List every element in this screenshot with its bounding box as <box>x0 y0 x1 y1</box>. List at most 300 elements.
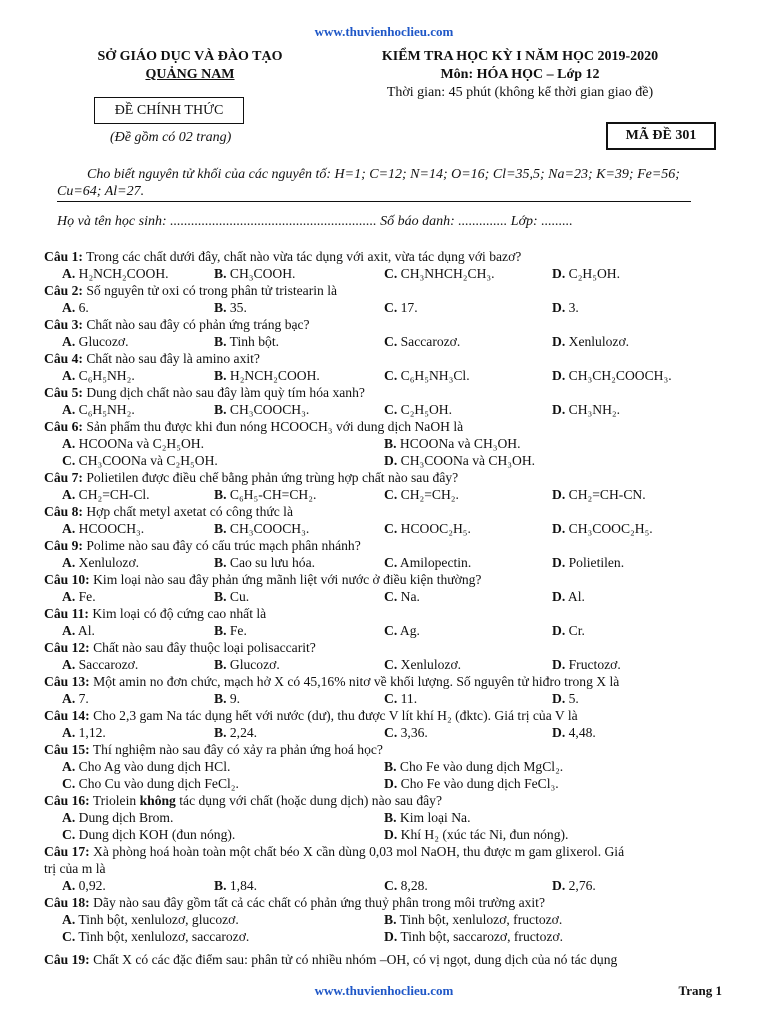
question-stem <box>44 792 744 809</box>
option-text: CH₃NHCH₂CH₃. <box>400 266 495 281</box>
option-text: Cho Ag vào dung dịch HCl. <box>78 759 231 774</box>
exam-subject: Môn: HÓA HỌC – Lớp 12 <box>440 67 600 82</box>
exam-time: Thời gian: 45 phút (không kể thời gian giao đề) <box>386 85 654 100</box>
option-text: CH₃COOCH₃. <box>229 521 310 536</box>
option-text: Xenlulozơ. <box>78 555 140 570</box>
option-letter: B. <box>214 334 227 349</box>
option-letter: D. <box>552 300 566 315</box>
question-text: Dung dịch chất nào sau đây làm quỳ tím hóa xanh? <box>86 385 365 400</box>
question-number: Câu 12: <box>44 640 90 655</box>
option-text: 1,12. <box>78 725 106 740</box>
answer-options <box>44 690 744 707</box>
answer-options <box>44 299 744 316</box>
option-letter: B. <box>214 487 227 502</box>
answer-option-d[interactable] <box>384 452 535 469</box>
answer-options <box>44 724 744 741</box>
answer-option-a[interactable] <box>62 656 138 673</box>
option-letter: B. <box>384 810 397 825</box>
question-stem <box>44 418 744 435</box>
answer-option-b[interactable] <box>214 588 249 605</box>
question-number: Câu 4: <box>44 351 83 366</box>
option-text: Xenlulozơ. <box>400 657 462 672</box>
option-letter: B. <box>384 436 397 451</box>
option-letter: D. <box>552 521 566 536</box>
answer-option-b[interactable] <box>214 656 280 673</box>
option-text: 3,36. <box>400 725 428 740</box>
question-number: Câu 10: <box>44 572 90 587</box>
answer-option-b[interactable] <box>214 299 247 316</box>
option-text: HCOONa và CH₃OH. <box>399 436 521 451</box>
option-letter: C. <box>384 725 398 740</box>
option-letter: B. <box>214 266 227 281</box>
option-letter: D. <box>552 878 566 893</box>
answer-option-c[interactable] <box>384 401 452 418</box>
option-text: Glucozơ. <box>229 657 280 672</box>
option-letter: A. <box>62 266 76 281</box>
answer-options <box>44 758 744 775</box>
option-letter: B. <box>384 912 397 927</box>
question-number: Câu 11: <box>44 606 89 621</box>
option-text: Fe. <box>229 623 247 638</box>
question-number: Câu 1: <box>44 249 83 264</box>
question-number: Câu 18: <box>44 895 90 910</box>
answer-option-a[interactable] <box>62 809 173 826</box>
student-info-line: Họ và tên học sinh: ........................................................... Số báo danh: .............. Lớp: ......... <box>57 214 573 229</box>
option-text: CH₂=CH-Cl. <box>78 487 150 502</box>
answer-option-b[interactable] <box>214 690 240 707</box>
option-letter: D. <box>552 402 566 417</box>
answer-option-a[interactable] <box>62 435 204 452</box>
answer-option-a[interactable] <box>62 877 106 894</box>
answer-option-b[interactable] <box>214 265 295 282</box>
question-text: Chất nào sau đây thuộc loại polisaccarit? <box>93 640 316 655</box>
question-text: tác dụng với chất (hoặc dung dịch) nào sau đây? <box>175 793 442 808</box>
answer-option-c[interactable] <box>384 520 471 537</box>
question-text: Số nguyên tử oxi có trong phân tử tristearin là <box>86 283 338 298</box>
question-stem <box>44 843 744 860</box>
option-letter: C. <box>384 657 398 672</box>
option-letter: B. <box>214 368 227 383</box>
option-text: Tinh bột, xenlulozơ, saccarozơ. <box>78 929 250 944</box>
answer-option-b[interactable] <box>214 486 316 503</box>
answer-option-a[interactable] <box>62 622 95 639</box>
question-text: Một amin no đơn chức, mạch hở X có 45,16% nitơ về khối lượng. Số nguyên tử hiđro trong X là <box>93 674 620 689</box>
option-letter: B. <box>384 759 397 774</box>
answer-option-a[interactable] <box>62 333 128 350</box>
option-text: CH₃CH₂COOCH₃. <box>568 368 672 383</box>
question-stem <box>44 384 744 401</box>
option-letter: A. <box>62 402 76 417</box>
option-text: C₆H₅-CH=CH₂. <box>229 487 317 502</box>
answer-option-b[interactable] <box>384 809 470 826</box>
question-text: Kim loại có độ cứng cao nhất là <box>92 606 267 621</box>
option-text: CH₃COOH. <box>229 266 296 281</box>
answer-options <box>44 656 744 673</box>
question-stem <box>44 350 744 367</box>
option-letter: B. <box>214 555 227 570</box>
question-text: Triolein <box>92 793 140 808</box>
answer-option-a[interactable] <box>62 401 135 418</box>
official-exam-box: ĐỀ CHÍNH THỨC <box>94 97 244 124</box>
answer-options <box>44 928 744 945</box>
option-text: Tinh bột, xenlulozơ, glucozơ. <box>78 912 239 927</box>
option-text: 2,24. <box>229 725 258 740</box>
question-text: Dãy nào sau đây gồm tất cả các chất có phản ứng thuỷ phân trong môi trường axit? <box>93 895 545 910</box>
option-letter: A. <box>62 300 76 315</box>
option-letter: A. <box>62 487 76 502</box>
department-block <box>60 48 320 84</box>
option-text: 11. <box>400 691 418 706</box>
option-letter: B. <box>214 402 227 417</box>
option-text: HCOOC₂H₅. <box>400 521 471 536</box>
option-text: CH₃COOCH₃. <box>229 402 310 417</box>
option-letter: D. <box>384 776 398 791</box>
option-text: 3. <box>568 300 579 315</box>
option-text: HCOOCH₃. <box>78 521 145 536</box>
option-letter: C. <box>62 776 76 791</box>
answer-option-c[interactable] <box>62 452 218 469</box>
option-text: Khí H₂ (xúc tác Ni, đun nóng). <box>400 827 569 842</box>
option-letter: A. <box>62 912 76 927</box>
question-stem <box>44 503 744 520</box>
answer-option-d[interactable] <box>552 265 620 282</box>
answer-option-b[interactable] <box>214 520 309 537</box>
option-letter: C. <box>384 266 398 281</box>
answer-option-d[interactable] <box>552 401 620 418</box>
site-url-bottom[interactable]: www.thuvienhoclieu.com <box>314 983 454 998</box>
option-letter: B. <box>214 725 227 740</box>
option-text: CH₃COONa và CH₃OH. <box>400 453 536 468</box>
option-text: Cho Cu vào dung dịch FeCl₂. <box>78 776 239 791</box>
option-text: CH₃COONa và C₂H₅OH. <box>78 453 218 468</box>
answer-option-c[interactable] <box>384 622 420 639</box>
answer-option-d[interactable] <box>552 622 585 639</box>
option-text: 17. <box>400 300 418 315</box>
answer-option-a[interactable] <box>62 690 89 707</box>
answer-options <box>44 265 744 282</box>
option-letter: C. <box>384 300 398 315</box>
question-stem <box>44 951 744 968</box>
answer-option-b[interactable] <box>384 911 562 928</box>
answer-options <box>44 367 744 384</box>
option-text: 9. <box>229 691 241 706</box>
option-letter: A. <box>62 878 76 893</box>
answer-option-d[interactable] <box>384 826 568 843</box>
option-text: 6. <box>78 300 89 315</box>
question-stem <box>44 673 744 690</box>
answer-option-d[interactable] <box>552 877 596 894</box>
answer-option-c[interactable] <box>384 367 470 384</box>
answer-option-a[interactable] <box>62 758 230 775</box>
answer-option-c[interactable] <box>384 656 461 673</box>
option-letter: C. <box>384 487 398 502</box>
exam-info-block <box>345 48 695 102</box>
option-text: Saccarozơ. <box>400 334 461 349</box>
answer-option-c[interactable] <box>384 877 428 894</box>
option-text: C₂H₅OH. <box>400 402 453 417</box>
question-number: Câu 6: <box>44 419 83 434</box>
pages-note: (Đề gồm có 02 trang) <box>110 130 232 145</box>
answer-option-d[interactable] <box>552 656 621 673</box>
answer-option-c[interactable] <box>62 775 239 792</box>
answer-option-c[interactable] <box>384 554 471 571</box>
option-letter: D. <box>552 725 566 740</box>
answer-options <box>44 588 744 605</box>
option-letter: D. <box>384 453 398 468</box>
question-stem <box>44 741 744 758</box>
question-text: Polime nào sau đây có cấu trúc mạch phân nhánh? <box>86 538 361 553</box>
answer-option-b[interactable] <box>214 877 257 894</box>
question-text: Hợp chất metyl axetat có công thức là <box>86 504 293 519</box>
answer-option-a[interactable] <box>62 911 239 928</box>
atomic-masses-note: Cho biết nguyên tử khối của các nguyên tố: H=1; C=12; N=14; O=16; Cl=35,5; Na=23; K=39; Fe=56; Cu=64; Al=27. <box>57 167 680 199</box>
province-name: QUẢNG NAM <box>145 67 235 82</box>
question-text: Cho 2,3 gam Na tác dụng hết với nước (dư), thu được V lít khí H₂ (đktc). Giá trị của V là <box>93 708 578 723</box>
answer-option-a[interactable] <box>62 588 96 605</box>
option-letter: A. <box>62 436 76 451</box>
answer-option-d[interactable] <box>552 554 624 571</box>
answer-options <box>44 775 744 792</box>
option-text: Dung dịch Brom. <box>78 810 174 825</box>
option-text: 35. <box>229 300 247 315</box>
option-letter: D. <box>552 266 566 281</box>
option-letter: D. <box>552 555 566 570</box>
answer-option-c[interactable] <box>384 486 459 503</box>
option-letter: D. <box>552 657 566 672</box>
answer-option-d[interactable] <box>552 367 672 384</box>
option-text: Amilopectin. <box>399 555 472 570</box>
option-letter: C. <box>384 555 398 570</box>
option-letter: A. <box>62 623 76 638</box>
option-letter: C. <box>384 878 398 893</box>
exam-code-box: MÃ ĐỀ 301 <box>606 122 716 150</box>
answer-option-d[interactable] <box>384 928 563 945</box>
question-number: Câu 2: <box>44 283 83 298</box>
option-letter: B. <box>214 691 227 706</box>
answer-option-c[interactable] <box>384 588 420 605</box>
option-text: Al. <box>567 589 585 604</box>
answer-option-b[interactable] <box>214 401 309 418</box>
answer-option-a[interactable] <box>62 299 89 316</box>
answer-options <box>44 911 744 928</box>
option-text: Cho Fe vào dung dịch MgCl₂. <box>399 759 564 774</box>
option-letter: C. <box>384 368 398 383</box>
option-letter: A. <box>62 589 76 604</box>
option-text: H₂NCH₂COOH. <box>229 368 320 383</box>
option-letter: B. <box>214 657 227 672</box>
option-text: Cao su lưu hóa. <box>229 555 316 570</box>
option-text: CH₂=CH₂. <box>400 487 459 502</box>
option-letter: A. <box>62 521 76 536</box>
answer-option-c[interactable] <box>384 724 428 741</box>
answer-option-a[interactable] <box>62 520 144 537</box>
question-number: Câu 8: <box>44 504 83 519</box>
option-letter: D. <box>552 691 566 706</box>
answer-options <box>44 554 744 571</box>
option-letter: C. <box>62 929 76 944</box>
option-letter: B. <box>214 589 227 604</box>
question-number: Câu 15: <box>44 742 90 757</box>
option-text: C₂H₅OH. <box>568 266 621 281</box>
answer-option-d[interactable] <box>552 520 653 537</box>
option-text: Na. <box>400 589 420 604</box>
option-text: CH₂=CH-CN. <box>568 487 646 502</box>
question-stem <box>44 316 744 333</box>
option-letter: D. <box>552 589 566 604</box>
answer-options <box>44 826 744 843</box>
header-divider <box>57 201 691 202</box>
option-letter: C. <box>384 691 398 706</box>
answer-option-d[interactable] <box>552 724 596 741</box>
question-number: Câu 19: <box>44 952 90 967</box>
option-text: Saccarozơ. <box>78 657 139 672</box>
option-text: 8,28. <box>400 878 428 893</box>
option-text: Fructozơ. <box>568 657 621 672</box>
option-letter: A. <box>62 691 76 706</box>
answer-option-d[interactable] <box>552 333 629 350</box>
option-letter: D. <box>552 368 566 383</box>
option-letter: D. <box>552 487 566 502</box>
option-letter: C. <box>384 402 398 417</box>
option-letter: C. <box>62 827 76 842</box>
option-text: Cr. <box>568 623 585 638</box>
page-number: Trang 1 <box>678 983 722 998</box>
answer-option-a[interactable] <box>62 554 139 571</box>
question-number: Câu 7: <box>44 470 83 485</box>
option-letter: A. <box>62 725 76 740</box>
option-text: Fe. <box>78 589 96 604</box>
question-number: Câu 17: <box>44 844 90 859</box>
option-text: Cho Fe vào dung dịch FeCl₃. <box>400 776 559 791</box>
question-stem <box>44 605 744 622</box>
answer-options <box>44 809 744 826</box>
option-text: Tinh bột, saccarozơ, fructozơ. <box>400 929 563 944</box>
answer-options <box>44 333 744 350</box>
question-stem <box>44 639 744 656</box>
answer-options <box>44 486 744 503</box>
answer-option-c[interactable] <box>384 690 417 707</box>
option-letter: B. <box>214 521 227 536</box>
option-letter: B. <box>214 300 227 315</box>
question-text: Polietilen được điều chế bằng phản ứng trùng hợp chất nào sau đây? <box>86 470 459 485</box>
answer-option-b[interactable] <box>214 554 315 571</box>
answer-option-d[interactable] <box>552 486 646 503</box>
question-stem <box>44 894 744 911</box>
option-letter: B. <box>214 623 227 638</box>
answer-option-b[interactable] <box>214 367 320 384</box>
question-stem <box>44 707 744 724</box>
option-text: 4,48. <box>568 725 596 740</box>
answer-option-c[interactable] <box>384 265 495 282</box>
question-number: Câu 3: <box>44 317 83 332</box>
question-number: Câu 5: <box>44 385 83 400</box>
answer-option-b[interactable] <box>384 758 563 775</box>
question-text-emphasis: không <box>139 793 176 808</box>
answer-option-a[interactable] <box>62 367 135 384</box>
option-text: 0,92. <box>78 878 106 893</box>
option-text: Dung dịch KOH (đun nóng). <box>78 827 236 842</box>
answer-option-c[interactable] <box>384 333 460 350</box>
question-text: Chất X có các đặc điểm sau: phân tử có nhiều nhóm –OH, có vị ngọt, dung dịch của nó tác dụng <box>93 952 618 967</box>
option-letter: C. <box>384 334 398 349</box>
answer-options <box>44 520 744 537</box>
question-number: Câu 13: <box>44 674 90 689</box>
option-text: HCOONa và C₂H₅OH. <box>78 436 205 451</box>
answer-option-c[interactable] <box>62 826 235 843</box>
option-letter: D. <box>384 827 398 842</box>
answer-option-b[interactable] <box>214 622 247 639</box>
option-letter: A. <box>62 368 76 383</box>
answer-options <box>44 877 744 894</box>
option-text: Glucozơ. <box>78 334 129 349</box>
option-letter: D. <box>552 623 566 638</box>
option-text: H₂NCH₂COOH. <box>78 266 169 281</box>
option-letter: A. <box>62 334 76 349</box>
site-url-top[interactable]: www.thuvienhoclieu.com <box>314 24 454 39</box>
answer-option-b[interactable] <box>384 435 521 452</box>
answer-option-d[interactable] <box>552 299 579 316</box>
option-text: C₆H₅NH₂. <box>78 368 135 383</box>
option-text: 1,84. <box>229 878 258 893</box>
answer-option-b[interactable] <box>214 724 257 741</box>
question-text-continued: trị của m là <box>44 861 106 876</box>
question-stem <box>44 537 744 554</box>
answer-option-d[interactable] <box>552 588 585 605</box>
option-text: 7. <box>78 691 89 706</box>
option-letter: C. <box>384 521 398 536</box>
answer-options <box>44 435 744 452</box>
answer-option-a[interactable] <box>62 265 169 282</box>
question-stem <box>44 248 744 265</box>
answer-option-d[interactable] <box>552 690 579 707</box>
option-text: Xenlulozơ. <box>568 334 630 349</box>
question-text: Xà phòng hoá hoàn toàn một chất béo X cần dùng 0,03 mol NaOH, thu được m gam glixerol. Giá <box>93 844 625 859</box>
option-letter: A. <box>62 810 76 825</box>
question-text: Chất nào sau đây có phản ứng tráng bạc? <box>86 317 310 332</box>
option-letter: A. <box>62 555 76 570</box>
answer-option-a[interactable] <box>62 724 106 741</box>
question-text: Thí nghiệm nào sau đây có xảy ra phản ứng hoá học? <box>92 742 383 757</box>
answer-option-c[interactable] <box>384 299 418 316</box>
answer-option-c[interactable] <box>62 928 249 945</box>
question-stem <box>44 282 744 299</box>
option-text: Ag. <box>399 623 420 638</box>
question-stem <box>44 469 744 486</box>
question-text: Sản phẩm thu được khi đun nóng HCOOCH₃ với dung dịch NaOH là <box>86 419 464 434</box>
option-text: CH₃COOC₂H₅. <box>568 521 653 536</box>
option-text: Cu. <box>229 589 250 604</box>
option-letter: A. <box>62 759 76 774</box>
option-text: C₆H₅NH₂. <box>78 402 135 417</box>
option-text: Tinh bột. <box>229 334 279 349</box>
question-number: Câu 9: <box>44 538 83 553</box>
exam-title: KIỂM TRA HỌC KỲ I NĂM HỌC 2019-2020 <box>381 49 659 64</box>
question-text: Trong các chất dưới đây, chất nào vừa tác dụng với axit, vừa tác dụng với bazơ? <box>86 249 522 264</box>
option-text: Kim loại Na. <box>399 810 471 825</box>
option-text: 2,76. <box>568 878 596 893</box>
option-text: Tinh bột, xenlulozơ, fructozơ. <box>399 912 563 927</box>
answer-options <box>44 452 744 469</box>
answer-option-d[interactable] <box>384 775 559 792</box>
option-letter: B. <box>214 878 227 893</box>
question-stem <box>44 571 744 588</box>
option-text: Polietilen. <box>568 555 625 570</box>
answer-option-a[interactable] <box>62 486 150 503</box>
answer-options <box>44 401 744 418</box>
question-text: Kim loại nào sau đây phản ứng mãnh liệt với nước ở điều kiện thường? <box>93 572 482 587</box>
answer-option-b[interactable] <box>214 333 279 350</box>
option-letter: A. <box>62 657 76 672</box>
